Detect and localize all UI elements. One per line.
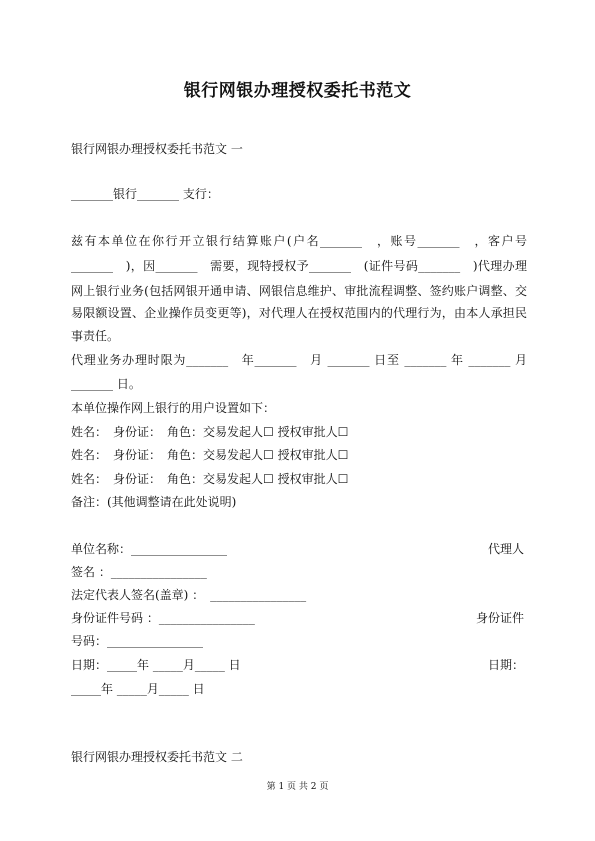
paragraph-line: 事责任。 [71,329,120,343]
date-label-right: 日期： [487,658,524,672]
section-heading-1: 银行网银办理授权委托书范文 一 [71,142,243,156]
period-line: _______ 日。 [71,377,141,391]
date-line-right: _____年 _____月_____ 日 [71,682,205,696]
page-indicator: 第 1 页 共 2 页 [266,782,329,792]
signature-line: 签名 ：________________ [71,565,207,579]
section-heading-2: 银行网银办理授权委托书范文 二 [71,750,243,764]
paragraph-line: 兹有本单位在你行开立银行结算账户(户名_______ ，账号_______ ，客户号 [71,234,527,248]
users-intro: 本单位操作网上银行的用户设置如下： [71,401,276,415]
legal-rep-line: 法定代表人签名(盖章) ： ________________ [71,588,307,602]
user-row: 姓名： 身份证： 角色：交易发起人☐ 授权审批人☐ [71,425,349,439]
date-line-left: 日期：_____年 _____月_____ 日 [71,658,241,672]
unit-name-line: 单位名称：________________ [71,542,228,556]
user-row: 姓名： 身份证： 角色：交易发起人☐ 授权审批人☐ [71,472,349,486]
agent-label: 代理人 [487,542,524,556]
id-label-right: 身份证件 [475,611,524,625]
remark-line: 备注：(其他调整请在此处说明) [71,495,237,509]
id-number-cont-line: 号码：________________ [71,634,204,648]
document-title: 银行网银办理授权委托书范文 [183,81,412,101]
paragraph-line: _______ )，因_______ 需要，现特授权予_______ (证件号码_______ )代理办理 [71,259,527,273]
period-line: 代理业务办理时限为_______ 年_______ 月 _______ 日至 _______ 年 _______ 月 [71,353,527,367]
addressee-line: _______银行_______ 支行： [71,187,219,201]
paragraph-line: 网上银行业务(包括网银开通申请、网银信息维护、审批流程调整、签约账户调整、交 [71,284,527,298]
id-number-line: 身份证件号码 ：________________ [71,611,255,625]
paragraph-line: 易限额设置、企业操作员变更等)，对代理人在授权范围内的代理行为，由本人承担民 [71,306,527,320]
user-row: 姓名： 身份证： 角色：交易发起人☐ 授权审批人☐ [71,448,349,462]
